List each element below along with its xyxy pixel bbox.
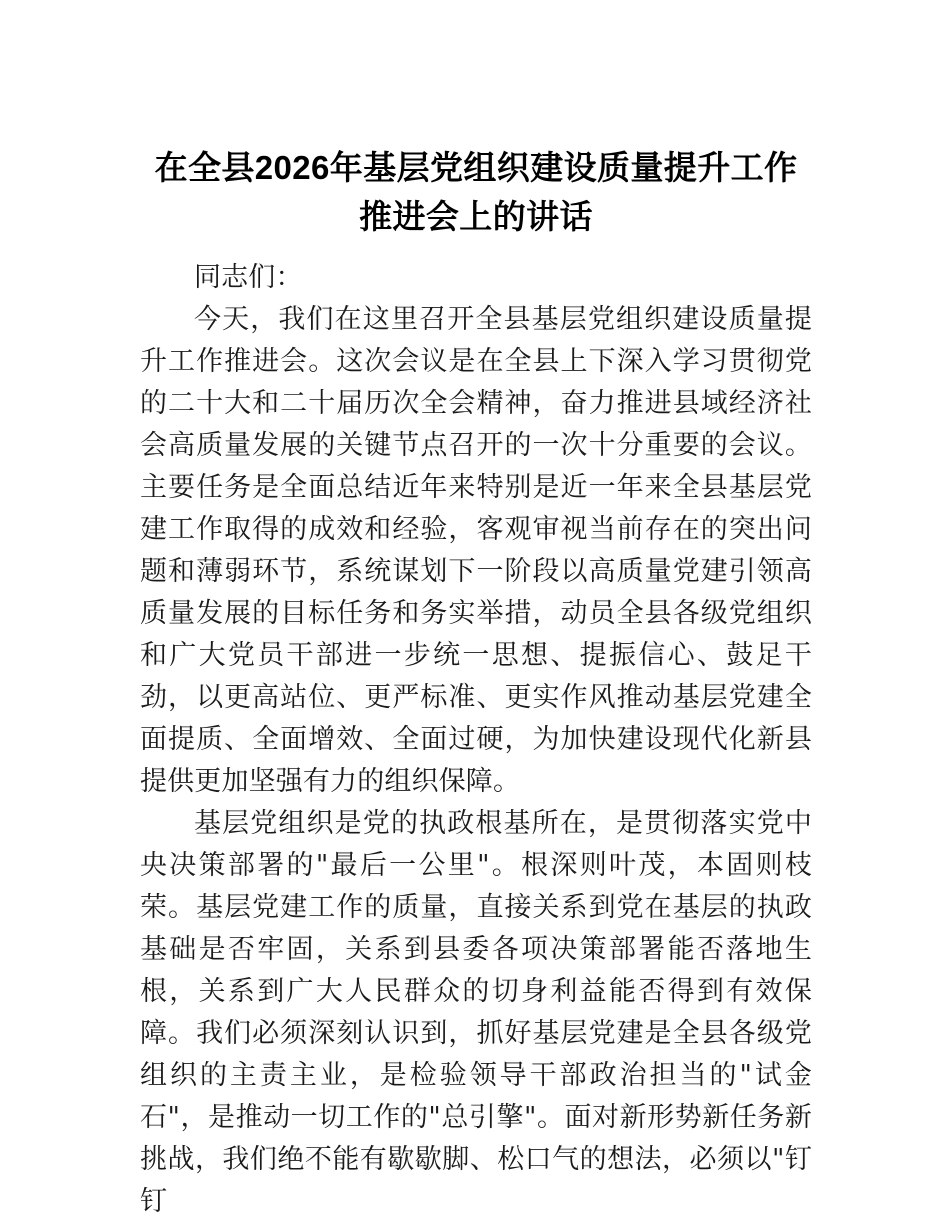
document-content [140,0,812,1223]
paragraph-2: 基层党组织是党的执政根基所在，是贯彻落实党中央决策部署的"最后一公里"。根深则叶茂，本固则枝荣。基层党建工作的质量，直接关系到党在基层的执政基础是否牢固，关系到县委各项决策部署能否落地生根，关系到广大人民群众的切身利益能否得到有效保障。我们必须深刻认识到，抓好基层党建是全县各级党组织的主责主业，是检验领导干部政治担当的"试金石"，是推动一切工作的"总引擎"。面对新形势新任务新挑战，我们绝不能有歇歇脚、松口气的想法，必须以"钉钉 [140,808,812,1217]
document-body [140,241,812,1223]
page-title: 在全县2026年基层党组织建设质量提升工作推进会上的讲话 [154,149,798,235]
paragraph-1: 今天，我们在这里召开全县基层党组织建设质量提升工作推进会。这次会议是在全县上下深入学习贯彻党的二十大和二十届历次全会精神，奋力推进县域经济社会高质量发展的关键节点召开的一次十分重要的会议。主要任务是全面总结近年来特别是近一年来全县基层党建工作取得的成效和经验，客观审视当前存在的突出问题和薄弱环节，系统谋划下一阶段以高质量党建引领高质量发展的目标任务和务实举措，动员全县各级党组织和广大党员干部进一步统一思想、提振信心、鼓足干劲，以更高站位、更严标准、更实作风推动基层党建全面提质、全面增效、全面过硬，为加快建设现代化新县提供更加坚强有力的组织保障。 [140,304,812,797]
salutation-line: 同志们： [194,262,303,293]
